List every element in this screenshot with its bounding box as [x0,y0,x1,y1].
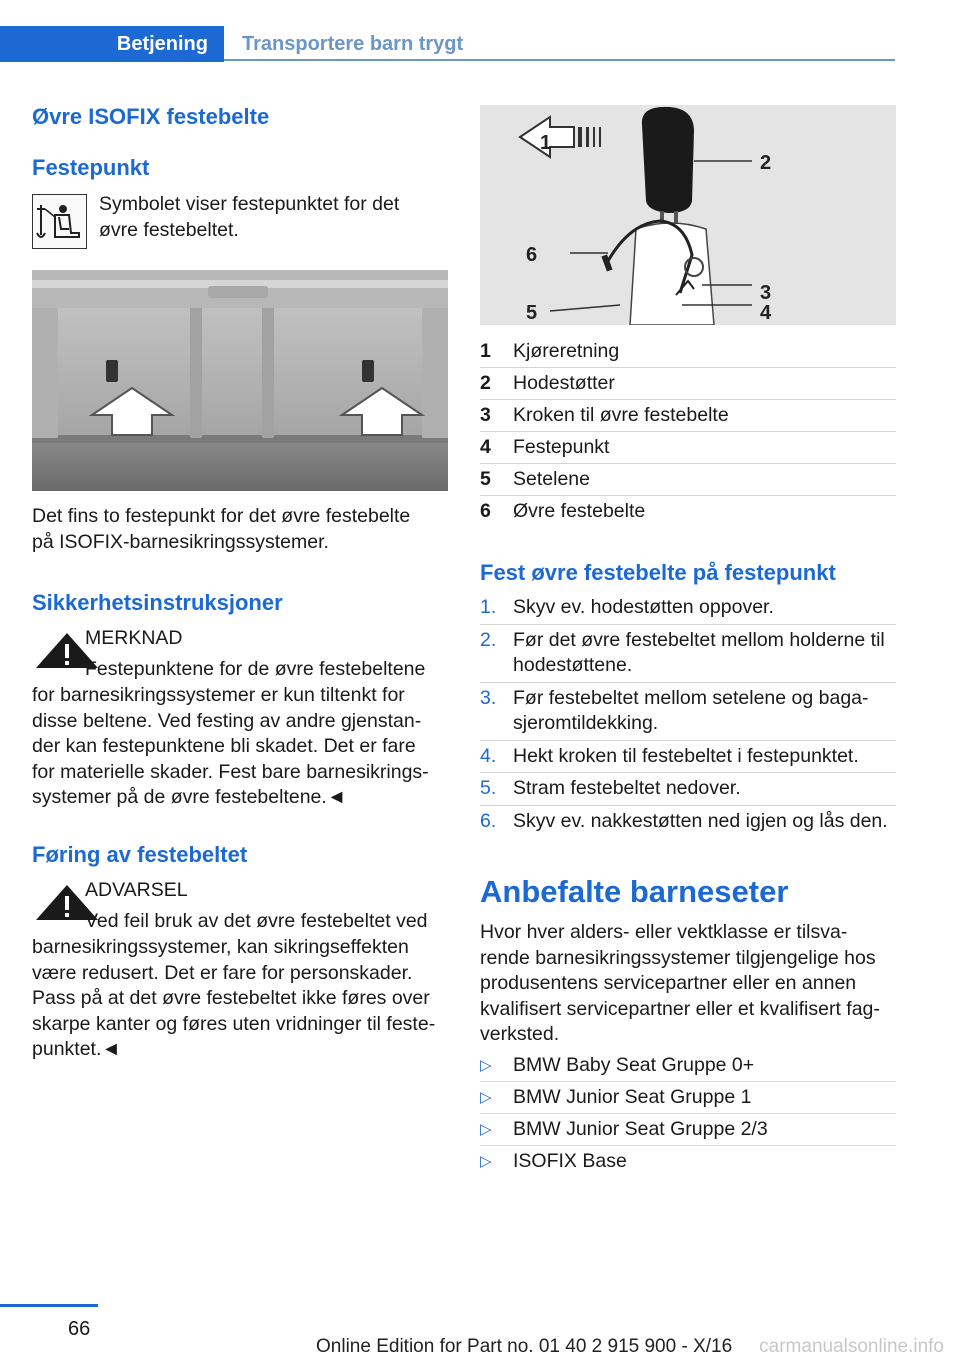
legend-text: Festepunkt [513,436,610,458]
warning-first-line: Ved feil bruk av det øvre festebeltet ved [85,910,428,932]
rear-seat-anchor-photo [32,270,448,491]
intro-line: verksted. [480,1023,560,1045]
subsection-routing: Føring av festebeltet [32,842,248,867]
edition-footer: Online Edition for Part no. 01 40 2 915 900 - X/16 [316,1336,733,1357]
photo-caption-line: på ISOFIX-barnesikringssystemer. [32,530,329,553]
step-number: 5. [480,777,497,799]
legend-item [480,336,896,368]
step-item [480,625,896,682]
triangle-bullet-icon: ▷ [480,1153,492,1170]
step-item [480,806,896,838]
warning-line: skarpe kanter og føres uten vridninger til feste- [32,1012,436,1035]
legend-text: Setelene [513,468,590,490]
intro-line: produsentens servicepartner eller en annen [480,972,857,994]
list-item-text: BMW Junior Seat Gruppe 1 [513,1086,752,1108]
subsection-festepunkt: Festepunkt [32,155,150,180]
steps-list [480,592,896,837]
list-item [480,1050,896,1082]
legend-number: 2 [480,372,491,394]
notice-label: MERKNAD [85,627,183,649]
recommended-seats-list [480,1050,896,1178]
symbol-description-line: øvre festebeltet. [99,218,239,241]
page-number-rule [0,1304,98,1307]
step-text: Skyv ev. hodestøtten oppover. [513,596,774,618]
notice-line: systemer på de øvre festebeltene.◄ [32,786,347,808]
subsection-attach: Fest øvre festebelte på festepunkt [480,560,836,585]
diagram-legend [480,336,896,528]
warning-line: barnesikringssystemer, kan sikringseffekten [32,936,409,958]
section-heading-recommended-seats: Anbefalte barneseter [480,874,789,909]
list-item-text: ISOFIX Base [513,1150,627,1172]
notice-text [32,683,448,811]
notice-line: for barnesikringssystemer er kun tiltenkt for [32,684,405,706]
legend-text: Kroken til øvre festebelte [513,404,729,426]
diagram-label: 2 [760,152,772,174]
list-item [480,1082,896,1114]
legend-number: 5 [480,468,491,490]
step-number: 1. [480,596,497,618]
triangle-bullet-icon: ▷ [480,1121,492,1138]
header-underline [224,59,895,61]
diagram-label: 4 [760,302,772,324]
headrest-tether-diagram [480,105,896,325]
legend-item [480,368,896,400]
list-item [480,1114,896,1146]
step-text: Skyv ev. nakkestøtten ned igjen og lås den. [513,809,888,832]
triangle-bullet-icon: ▷ [480,1089,492,1106]
step-text: Før det øvre festebeltet mellom holderne til [513,628,885,651]
notice-first-line: Festepunktene for de øvre festebeltene [85,658,426,680]
step-item [480,741,896,773]
intro-line: kvalifisert servicepartner eller et kvalifisert fag- [480,997,880,1020]
isofix-anchor-symbol-icon [32,194,87,249]
warning-line: Pass på at det øvre festebeltet ikke føres over [32,987,430,1009]
recommended-intro [480,920,896,1048]
page-number: 66 [68,1318,91,1340]
warning-line: punktet.◄ [32,1038,121,1060]
step-item [480,683,896,740]
warning-text [32,935,448,1063]
step-text: Hekt kroken til festebeltet i festepunktet. [513,744,859,767]
section-title: Øvre ISOFIX festebelte [32,104,270,129]
legend-number: 1 [480,340,491,362]
step-item [480,773,896,805]
symbol-description-line: Symbolet viser festepunktet for det [99,193,400,215]
step-number: 4. [480,744,497,767]
legend-item [480,432,896,464]
legend-text: Hodestøtter [513,372,615,394]
notice-line: for materielle skader. Fest bare barnesikrings- [32,760,429,783]
photo-caption [32,504,410,555]
warning-line: være redusert. Det er fare for personskader. [32,961,413,984]
list-item [480,1146,896,1178]
diagram-label: 6 [526,244,538,266]
step-number: 2. [480,628,497,651]
symbol-description [99,192,399,243]
legend-number: 4 [480,436,491,458]
diagram-label: 1 [540,132,552,154]
step-text: Stram festebeltet nedover. [513,777,741,799]
tab-transportere-barn-trygt[interactable]: Transportere barn trygt [242,32,464,55]
triangle-bullet-icon: ▷ [480,1057,492,1074]
notice-line: der kan festepunktene bli skadet. Det er fare [32,735,416,757]
diagram-label: 3 [760,282,772,304]
list-item-text: BMW Junior Seat Gruppe 2/3 [513,1118,768,1140]
legend-text: Øvre festebelte [513,500,646,522]
step-text: Før festebeltet mellom setelene og baga- [513,686,869,709]
legend-item [480,496,896,528]
notice-line: disse beltene. Ved festing av andre gjenstan- [32,709,422,732]
warning-label: ADVARSEL [85,879,188,901]
photo-caption-line: Det fins to festepunkt for det øvre festebelte [32,505,411,527]
intro-line: rende barnesikringssystemer tilgjengelige hos [480,946,876,969]
legend-text: Kjøreretning [513,340,620,362]
tab-betjening[interactable]: Betjening [0,26,224,62]
diagram-label: 5 [526,302,538,324]
legend-number: 6 [480,500,491,522]
step-text: sjeromtildekking. [513,712,659,734]
intro-line: Hvor hver alders- eller vektklasse er tilsva- [480,921,848,943]
legend-number: 3 [480,404,491,426]
step-text: hodestøttene. [513,654,633,676]
step-number: 3. [480,686,497,709]
list-item-text: BMW Baby Seat Gruppe 0+ [513,1054,755,1076]
watermark: carmanualsonline.info [759,1336,944,1357]
subsection-safety: Sikkerhetsinstruksjoner [32,590,283,615]
header-bar [0,0,960,62]
legend-item [480,400,896,432]
legend-item [480,464,896,496]
step-item [480,592,896,624]
step-number: 6. [480,809,497,832]
